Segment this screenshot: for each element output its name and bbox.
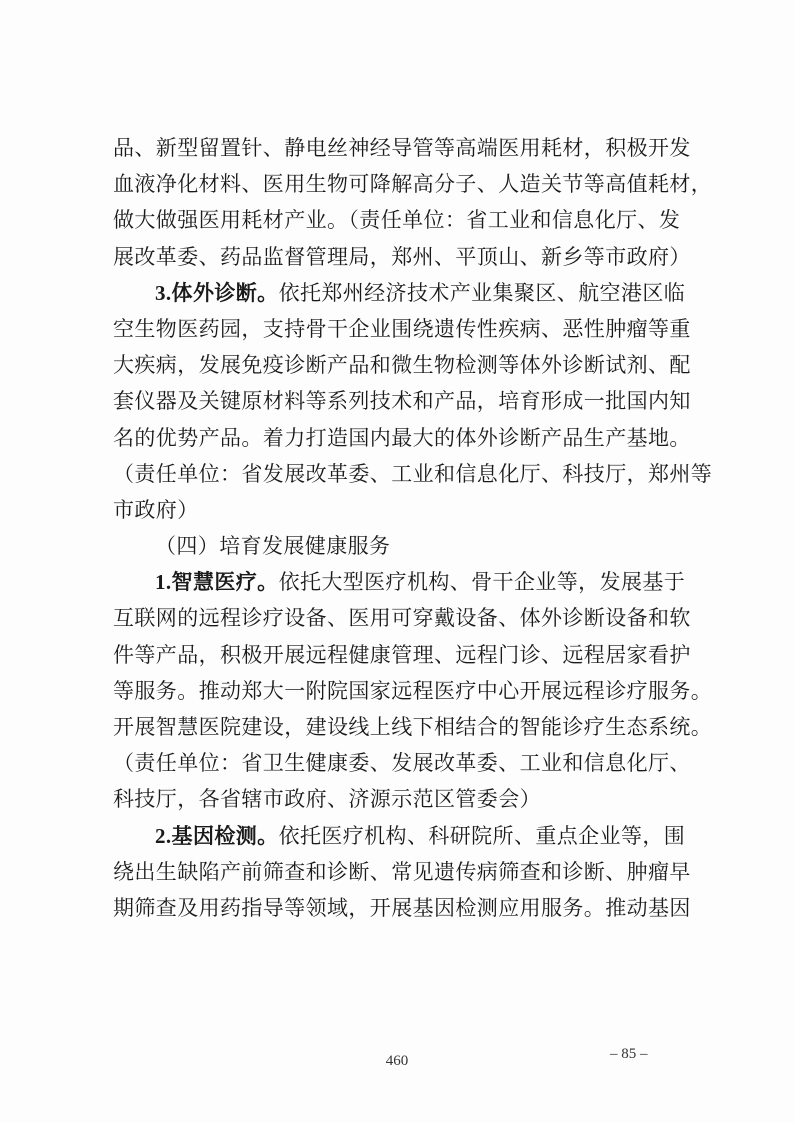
- text-line: 科技厅，各省辖市政府、济源示范区管委会）: [113, 787, 541, 812]
- text-line: （责任单位：省发展改革委、工业和信息化厅、科技厅，郑州等: [113, 461, 713, 486]
- page-number-right: – 85 –: [610, 1046, 648, 1062]
- text-line: 做大做强医用耗材产业。（责任单位：省工业和信息化厅、发: [113, 208, 681, 233]
- text-line: 绕出生缺陷产前筛查和诊断、常见遗传病筛查和诊断、肿瘤早: [113, 859, 691, 884]
- text-line: 市政府）: [113, 497, 199, 522]
- text-line: 件等产品，积极开展远程健康管理、远程门诊、远程居家看护: [113, 642, 691, 667]
- text-line: 大疾病，发展免疫诊断产品和微生物检测等体外诊断试剂、配: [113, 353, 691, 378]
- text-line: 血液净化材料、医用生物可降解高分子、人造关节等高值耗材，: [113, 172, 713, 197]
- text-line: 品、新型留置针、静电丝神经导管等高端医用耗材，积极开发: [113, 136, 691, 160]
- text-line: 等服务。推动郑大一附院国家远程医疗中心开展远程诊疗服务。: [113, 678, 713, 703]
- text-line: 名的优势产品。着力打造国内最大的体外诊断产品生产基地。: [113, 425, 691, 450]
- text-line: 空生物医药园，支持骨干企业围绕遗传性疾病、恶性肿瘤等重: [113, 316, 691, 341]
- section-heading: 1.智慧医疗。: [155, 570, 279, 595]
- text-line: （责任单位：省卫生健康委、发展改革委、工业和信息化厅、: [113, 751, 691, 776]
- section-heading-line: 1.智慧医疗。依托大型医疗机构、骨干企业等，发展基于: [155, 570, 686, 595]
- section-heading: 3.体外诊断。: [155, 280, 279, 305]
- section-heading-line: 2.基因检测。依托医疗机构、科研院所、重点企业等，围: [155, 823, 686, 848]
- text-line: 套仪器及关键原材料等系列技术和产品，培育形成一批国内知: [113, 389, 691, 414]
- text-line: 展改革委、药品监督管理局，郑州、平顶山、新乡等市政府）: [113, 244, 691, 269]
- text-line: 开展智慧医院建设，建设线上线下相结合的智能诊疗生态系统。: [113, 715, 713, 739]
- text-line: 期筛查及用药指导等领域，开展基因检测应用服务。推动基因: [113, 895, 691, 920]
- section-heading-line: 3.体外诊断。依托郑州经济技术产业集聚区、航空港区临: [155, 280, 686, 305]
- body-text: [113, 130, 713, 926]
- subsection-title: （四）培育发展健康服务: [155, 534, 391, 559]
- section-heading: 2.基因检测。: [155, 823, 279, 848]
- page-number-center: 460: [385, 1053, 409, 1069]
- text-line: 互联网的远程诊疗设备、医用可穿戴设备、体外诊断设备和软: [113, 606, 691, 631]
